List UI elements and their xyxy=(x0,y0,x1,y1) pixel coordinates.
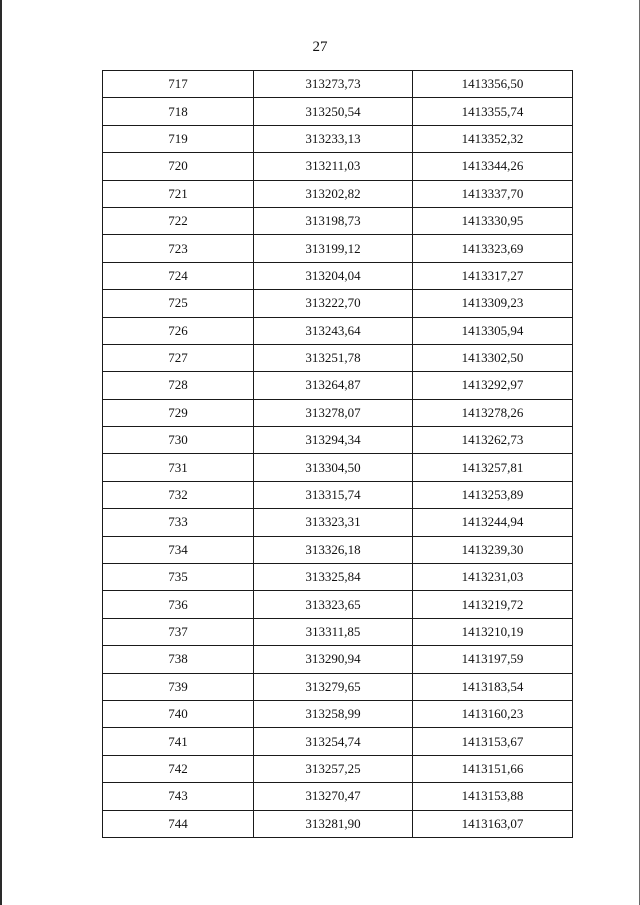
x-coordinate-cell: 313279,65 xyxy=(254,673,413,700)
table-row xyxy=(103,536,573,563)
point-number-cell: 727 xyxy=(103,344,254,371)
y-coordinate-cell: 1413183,54 xyxy=(413,673,573,700)
y-coordinate-cell: 1413153,88 xyxy=(413,783,573,810)
y-coordinate-cell: 1413355,74 xyxy=(413,98,573,125)
point-number-cell: 736 xyxy=(103,591,254,618)
table-row xyxy=(103,344,573,371)
x-coordinate-cell: 313290,94 xyxy=(254,646,413,673)
point-number-cell: 735 xyxy=(103,564,254,591)
y-coordinate-cell: 1413197,59 xyxy=(413,646,573,673)
y-coordinate-cell: 1413317,27 xyxy=(413,262,573,289)
y-coordinate-cell: 1413337,70 xyxy=(413,180,573,207)
table-row xyxy=(103,372,573,399)
point-number-cell: 738 xyxy=(103,646,254,673)
x-coordinate-cell: 313294,34 xyxy=(254,427,413,454)
y-coordinate-cell: 1413257,81 xyxy=(413,454,573,481)
point-number-cell: 741 xyxy=(103,728,254,755)
y-coordinate-cell: 1413219,72 xyxy=(413,591,573,618)
point-number-cell: 734 xyxy=(103,536,254,563)
y-coordinate-cell: 1413239,30 xyxy=(413,536,573,563)
x-coordinate-cell: 313199,12 xyxy=(254,235,413,262)
y-coordinate-cell: 1413356,50 xyxy=(413,71,573,98)
table-row xyxy=(103,235,573,262)
page-number: 27 xyxy=(312,39,328,55)
table-row xyxy=(103,481,573,508)
point-number-cell: 739 xyxy=(103,673,254,700)
y-coordinate-cell: 1413231,03 xyxy=(413,564,573,591)
table-row xyxy=(103,591,573,618)
table-row xyxy=(103,180,573,207)
table-row xyxy=(103,153,573,180)
x-coordinate-cell: 313281,90 xyxy=(254,810,413,837)
point-number-cell: 726 xyxy=(103,317,254,344)
point-number-cell: 742 xyxy=(103,755,254,782)
y-coordinate-cell: 1413163,07 xyxy=(413,810,573,837)
table-row xyxy=(103,317,573,344)
table-row xyxy=(103,509,573,536)
x-coordinate-cell: 313254,74 xyxy=(254,728,413,755)
point-number-cell: 720 xyxy=(103,153,254,180)
point-number-cell: 730 xyxy=(103,427,254,454)
y-coordinate-cell: 1413160,23 xyxy=(413,700,573,727)
x-coordinate-cell: 313257,25 xyxy=(254,755,413,782)
table-row xyxy=(103,673,573,700)
table-row xyxy=(103,646,573,673)
point-number-cell: 724 xyxy=(103,262,254,289)
x-coordinate-cell: 313258,99 xyxy=(254,700,413,727)
point-number-cell: 733 xyxy=(103,509,254,536)
table-row xyxy=(103,207,573,234)
y-coordinate-cell: 1413210,19 xyxy=(413,618,573,645)
x-coordinate-cell: 313304,50 xyxy=(254,454,413,481)
x-coordinate-cell: 313204,04 xyxy=(254,262,413,289)
y-coordinate-cell: 1413292,97 xyxy=(413,372,573,399)
table-row xyxy=(103,427,573,454)
table-row xyxy=(103,262,573,289)
table-row xyxy=(103,700,573,727)
point-number-cell: 717 xyxy=(103,71,254,98)
point-number-cell: 722 xyxy=(103,207,254,234)
table-row xyxy=(103,71,573,98)
x-coordinate-cell: 313311,85 xyxy=(254,618,413,645)
point-number-cell: 729 xyxy=(103,399,254,426)
y-coordinate-cell: 1413151,66 xyxy=(413,755,573,782)
x-coordinate-cell: 313198,73 xyxy=(254,207,413,234)
x-coordinate-cell: 313211,03 xyxy=(254,153,413,180)
y-coordinate-cell: 1413330,95 xyxy=(413,207,573,234)
y-coordinate-cell: 1413244,94 xyxy=(413,509,573,536)
table-row xyxy=(103,399,573,426)
x-coordinate-cell: 313315,74 xyxy=(254,481,413,508)
point-number-cell: 740 xyxy=(103,700,254,727)
table-row xyxy=(103,454,573,481)
point-number-cell: 719 xyxy=(103,125,254,152)
x-coordinate-cell: 313202,82 xyxy=(254,180,413,207)
y-coordinate-cell: 1413344,26 xyxy=(413,153,573,180)
y-coordinate-cell: 1413262,73 xyxy=(413,427,573,454)
table-row xyxy=(103,98,573,125)
point-number-cell: 737 xyxy=(103,618,254,645)
table-row xyxy=(103,755,573,782)
point-number-cell: 721 xyxy=(103,180,254,207)
y-coordinate-cell: 1413323,69 xyxy=(413,235,573,262)
point-number-cell: 731 xyxy=(103,454,254,481)
y-coordinate-cell: 1413352,32 xyxy=(413,125,573,152)
y-coordinate-cell: 1413253,89 xyxy=(413,481,573,508)
x-coordinate-cell: 313325,84 xyxy=(254,564,413,591)
table-row xyxy=(103,783,573,810)
point-number-cell: 725 xyxy=(103,290,254,317)
point-number-cell: 732 xyxy=(103,481,254,508)
x-coordinate-cell: 313233,13 xyxy=(254,125,413,152)
point-number-cell: 723 xyxy=(103,235,254,262)
x-coordinate-cell: 313323,65 xyxy=(254,591,413,618)
coordinates-table xyxy=(102,70,573,838)
x-coordinate-cell: 313264,87 xyxy=(254,372,413,399)
x-coordinate-cell: 313251,78 xyxy=(254,344,413,371)
table-row xyxy=(103,618,573,645)
x-coordinate-cell: 313326,18 xyxy=(254,536,413,563)
x-coordinate-cell: 313273,73 xyxy=(254,71,413,98)
y-coordinate-cell: 1413278,26 xyxy=(413,399,573,426)
y-coordinate-cell: 1413309,23 xyxy=(413,290,573,317)
y-coordinate-cell: 1413153,67 xyxy=(413,728,573,755)
x-coordinate-cell: 313222,70 xyxy=(254,290,413,317)
x-coordinate-cell: 313278,07 xyxy=(254,399,413,426)
x-coordinate-cell: 313270,47 xyxy=(254,783,413,810)
table-row xyxy=(103,728,573,755)
table-row xyxy=(103,290,573,317)
table-row xyxy=(103,810,573,837)
x-coordinate-cell: 313243,64 xyxy=(254,317,413,344)
page-edge-left xyxy=(0,0,2,905)
point-number-cell: 744 xyxy=(103,810,254,837)
x-coordinate-cell: 313323,31 xyxy=(254,509,413,536)
point-number-cell: 728 xyxy=(103,372,254,399)
table-row xyxy=(103,564,573,591)
coordinates-table-body xyxy=(103,71,573,838)
y-coordinate-cell: 1413305,94 xyxy=(413,317,573,344)
y-coordinate-cell: 1413302,50 xyxy=(413,344,573,371)
x-coordinate-cell: 313250,54 xyxy=(254,98,413,125)
point-number-cell: 743 xyxy=(103,783,254,810)
point-number-cell: 718 xyxy=(103,98,254,125)
table-row xyxy=(103,125,573,152)
